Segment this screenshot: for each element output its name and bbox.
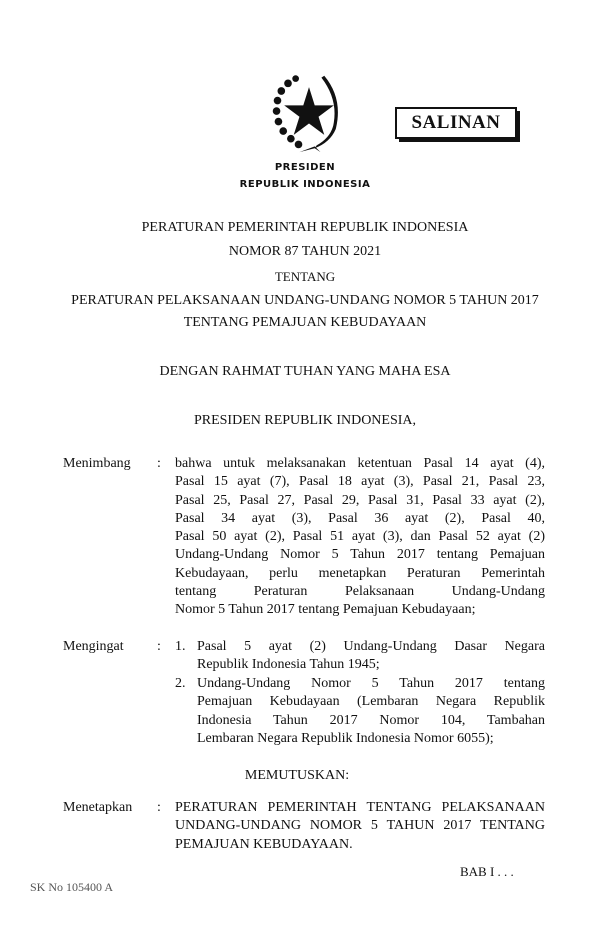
- item-number: 1.: [175, 639, 186, 654]
- mengingat-item-1: [197, 638, 545, 675]
- text-line: Republik Indonesia Tahun 1945;: [197, 657, 380, 673]
- title-number: NOMOR 87 TAHUN 2021: [228, 244, 382, 259]
- presiden-line: PRESIDEN REPUBLIK INDONESIA,: [193, 413, 417, 428]
- text-line: Kebudayaan, perlu menetapkan Peraturan Pemerintah: [175, 565, 545, 581]
- document-code: SK No 105400 A: [30, 880, 114, 894]
- emblem-caption-republik: REPUBLIK INDONESIA: [239, 179, 371, 190]
- title-subject-2: TENTANG PEMAJUAN KEBUDAYAAN: [183, 315, 427, 330]
- rahmat-line: DENGAN RAHMAT TUHAN YANG MAHA ESA: [159, 364, 451, 379]
- text-line: Pasal 50 ayat (2), Pasal 51 ayat (3), dan Pasal 52 ayat (2): [175, 529, 545, 545]
- menetapkan-text: [175, 799, 545, 854]
- text-line: Nomor 5 Tahun 2017 tentang Pemajuan Kebudayaan;: [175, 602, 476, 618]
- mengingat-colon: :: [157, 639, 161, 654]
- text-line: Pasal 15 ayat (7), Pasal 18 ayat (3), Pasal 21, Pasal 23,: [175, 474, 545, 490]
- menimbang-text: [175, 455, 545, 620]
- menimbang-colon: :: [157, 456, 161, 471]
- text-line: Lembaran Negara Republik Indonesia Nomor 6055);: [197, 730, 494, 746]
- menimbang-label: Menimbang: [63, 456, 131, 471]
- mengingat-label: Mengingat: [63, 639, 124, 654]
- garuda-presidential-emblem-icon: [267, 70, 351, 154]
- mengingat-item-2: [197, 675, 545, 748]
- next-page-marker: BAB I . . .: [460, 864, 514, 879]
- salinan-stamp: SALINAN: [395, 107, 517, 139]
- memutuskan-heading: MEMUTUSKAN:: [244, 768, 350, 783]
- text-line: Indonesia Tahun 2017 Nomor 104, Tambahan: [197, 712, 545, 728]
- text-line: PERATURAN PEMERINTAH TENTANG PELAKSANAAN: [175, 800, 545, 815]
- text-line: PEMAJUAN KEBUDAYAAN.: [175, 836, 353, 852]
- text-line: bahwa untuk melaksanakan ketentuan Pasal 14 ayat (4),: [175, 456, 545, 471]
- menetapkan-label: Menetapkan: [63, 800, 133, 815]
- title-regulation: PERATURAN PEMERINTAH REPUBLIK INDONESIA: [141, 220, 469, 235]
- text-line: Pasal 5 ayat (2) Undang-Undang Dasar Negara: [197, 639, 545, 654]
- text-line: Undang-Undang Nomor 5 Tahun 2017 tentang Pemajuan: [175, 547, 545, 563]
- menetapkan-colon: :: [157, 800, 161, 815]
- text-line: Undang-Undang Nomor 5 Tahun 2017 tentang: [197, 676, 545, 691]
- text-line: tentang Peraturan Pelaksanaan Undang-Undang: [175, 584, 545, 600]
- title-subject-1: PERATURAN PELAKSANAAN UNDANG-UNDANG NOMOR 5 TAHUN 2017: [71, 293, 539, 308]
- text-line: UNDANG-UNDANG NOMOR 5 TAHUN 2017 TENTANG: [175, 818, 545, 834]
- text-line: Pasal 34 ayat (3), Pasal 36 ayat (2), Pasal 40,: [175, 510, 545, 526]
- text-line: Pemajuan Kebudayaan (Lembaran Negara Republik: [197, 694, 545, 710]
- title-tentang: TENTANG: [274, 269, 336, 284]
- emblem-caption-presiden: PRESIDEN: [274, 162, 336, 173]
- text-line: Pasal 25, Pasal 27, Pasal 29, Pasal 31, Pasal 33 ayat (2),: [175, 492, 545, 508]
- item-number: 2.: [175, 676, 186, 691]
